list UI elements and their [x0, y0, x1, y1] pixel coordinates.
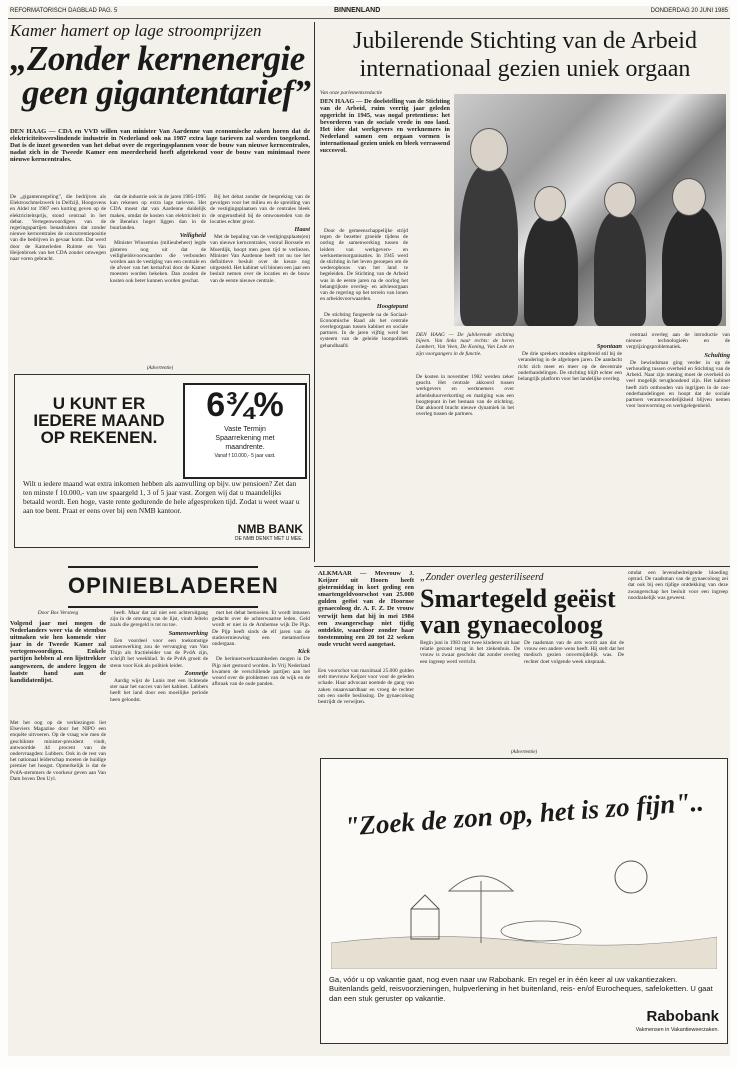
article2-col2-text: Door de gemeenschappelijke strijd tegen de bezetter groeide tijdens de oorlog de samenwerking tussen de leiders van werkgevers- en werknemersorganisaties. In 1945 werd de stichting in het leven geroepen om de wederopbouw van het land te begeleiden. De Stichting van de Arbeid was in de eerste jaren na de oorlog het belangrijkste overleg- en adviesorgaan van de regering op het terrein van lonen en arbeidsvoorwaarden. [320, 228, 408, 303]
nmb-advertisement [14, 374, 310, 548]
sun-icon [615, 861, 647, 893]
ad2-slogan: "Zoek de zon op, het is zo fijn".. [343, 786, 705, 842]
opinie-col2-text: heeft. Maar dat zal niet een achteruitgang zijn in de omvang van de lijst, vindt Jeltelo zoals die geregeld is tot nu toe. [110, 610, 208, 629]
article2-col5 [626, 332, 730, 542]
beach-illustration [331, 851, 717, 969]
article2-col2b-text: De stichting fungeerde na de Sociaal-Economische Raad als het centrale overlegorgaan tussen kabinet en sociale partners. In de jaren vijftig werd het systeem van de geleide loonpolitiek gehandhaafd. [320, 311, 408, 349]
article1-kicker: Kamer hamert op lage stroomprijzen [10, 21, 262, 40]
article1-col2 [110, 194, 206, 364]
opinie-col1: Met het oog op de verkiezingen liet Elseviers Magazine door het NIPO een enquête uitvoeren. Op de vraag wie men de geschiktste minister-president vindt, antwoordde 44 procent van de ondervraagden: Lubbers. Ook in de rest van het nationaal leiderschap moeten de huidige premier het hoogst. Opmerkelijk is dat de PvdA-stemmers de voorkeur geven aan Van Dam boven Den Uyl. [10, 720, 106, 782]
article1-col3 [210, 194, 310, 364]
article3-lead: ALKMAAR — Mevrouw J. Keijzer uit Hoorn heeft gistermiddag in kort geding een smartengeldvoorschot van 25.000 gulden geëist van de Hoornse gynaecoloog dr. A. F. Z. De vrouw verwijt hem dat hij in mei 1984 een zwangerschap niet tijdig ontdekte, waardoor zonder haar toestemming een 20 tot 22 weken oude vrucht werd aangetast. [318, 570, 414, 648]
article1-subhead-haast: Haast [294, 226, 310, 234]
article2-headline-1: Jubilerende Stichting van de Arbeid [353, 28, 697, 54]
article2-col4 [518, 332, 622, 542]
article2-col2 [320, 228, 408, 540]
article2-col4-text: De drie sprekers stonden uitgebreid stil bij de verandering in de afgelopen jaren. De aandacht richt zich meer en meer op de decentrale onderhandelingen. De stichting blijft echter een belangrijk platform voor het landelijke overleg. [518, 351, 622, 383]
article1-col2b-text: Minister Winsemius (milieubeheer) legde gisteren nog uit dat de veiligheidsvoorwaarden die verbonden worden aan de vestiging van een centrale en de afvoer van het kernafval door de Kamer moesten worden bekeken. Dan zouden de kosten ook beter kunnen worden geschat. [110, 240, 206, 284]
ad2-text: Ga, vóór u op vakantie gaat, nog even naar uw Rabobank. En regel er in één keer al uw vakantiezaken. Buitenlands geld, reisvoorzieningen, hulpverlening in het buitenland, reis- en/of Eurocheques, safeloketten. U gaat dan een stuk geruster op vakantie. [329, 975, 713, 1003]
section-rule [314, 566, 730, 567]
opinie-title: OPINIEBLADEREN [68, 573, 279, 598]
photo-person-4 [662, 206, 722, 326]
article2-byline: Van onze parlementsredactie [320, 90, 383, 96]
article1-lead: DEN HAAG — CDA en VVD willen van minister Van Aardenne van economische zaken horen dat de elektriciteitsverslindende industrie in Nederland ook na 1987 extra lage tarieven zal worden toegekend. Dat is de inzet geworden van het debat over de regeringsplannen voor de bouw van nieuwe kerncentrales, nadat zich in de Tweede Kamer een meerderheid heeft afgetekend voor de bouw van minimaal twee nieuwe kerncentrales. [10, 128, 310, 164]
opinie-banner [68, 566, 279, 608]
photo-person-2 [524, 214, 578, 326]
article2-col5b-text: De bewindsman ging verder in op de verhouding tussen overheid en Stichting van de Arbeid. Naar zijn mening moet de overheid zo veel mogelijk terughoudend zijn. Het kabinet heeft zich onthouden van ingrijpen in de cao-onderhandelingen en hoopt dat de sociale partners verantwoordelijkheid blijven nemen voor loonvorming en werkgelegenheid. [626, 359, 730, 410]
ad1-text: Wilt u iedere maand wat extra inkomen hebben als aanvulling op bijv. uw pensioen? Zet dan ten minste f 10.000,- van uw spaargeld 1, 3 of 5 jaar vast. Zorgen wij dat u maandelijks betaald wordt. Een hoge, vaste rente gedurende de hele afgesproken tijd. Zodat u weet waar u aan toe bent. Praat er eens over bij een NMB kantoor. [23, 479, 300, 515]
article2-col5-text: centraal overleg aan de introductie van nieuwe technologieën en de vergrijzingsproblematiek. [626, 332, 730, 351]
article2-col3: De kosten in november 1982 werden zeker geacht. Het centrale akkoord tussen werkgevers en werknemers over arbeidsduurverkorting en matiging was een hoogtepunt in het bestaan van de stichting. Dat akkoord bracht nieuwe dynamiek in het overleg tussen de partners. [416, 374, 514, 418]
article1-col3b-text: Met de bepaling van de vestigingsplaats(en) van nieuwe kerncentrales, vooral Borssele en Moerdijk, hoopt men geen tijd te verliezen. Minister Van Aardenne heeft tot nu toe het definitieve besluit over de keuze nog uitgesteld. Het kabinet wil binnen een jaar een besluit nemen over de locaties en de bouw van de eerste nieuwe centrale. [210, 234, 310, 284]
photo-head-3 [604, 182, 636, 218]
stichting-photo [454, 94, 726, 326]
ad1-rate: 6¾% [206, 386, 284, 424]
opinie-subhead-samenwerking: Samenwerking [168, 629, 208, 637]
article3-col2: Begin juni in 1983 met twee kinderen uit haar relatie gezond terug in het ziekenhuis. De vrouw is zwaar geschokt dat zonder overleg een ingreep werd verricht. [420, 640, 520, 665]
article2-subhead-hoogtepunt: Hoogtepunt [376, 303, 408, 311]
ad1-headline-1: U KUNT ER [52, 394, 146, 413]
newspaper-page [8, 6, 730, 1056]
article1-headline-2: geen gigantentarief” [22, 73, 311, 112]
rabobank-logo: Rabobank [646, 1008, 719, 1025]
article1-col2-text: dat de industrie ook in de jaren 1985-1995 kan rekenen op extra lage tarieven. Het CDA moest dat van Aardenne duidelijk maken, omdat de kosten van elektriciteit in de Benelux hoger liggen dan in de buurlanden. [110, 194, 206, 232]
photo-head-2 [534, 186, 566, 222]
article2-lead: DEN HAAG — De doelstelling van de Stichting van de Arbeid, ruim veertig jaar geleden opgericht in 1945, was nogal pretentieus: het bevorderen van de sociale vrede in ons land. Het idee dat werkgevers en werknemers in Nederland samen een orgaan vormen is internationaal gezien uniek en bleek verrassend succesvol. [320, 98, 450, 154]
article1-subhead-veiligheid: Veiligheid [179, 232, 206, 240]
article1-headline-1: „Zonder kernenergie [10, 39, 305, 78]
ad2-tag: (Advertentie) [510, 750, 538, 755]
article3-headline-2: van gynaecoloog [420, 610, 603, 639]
photo-person-3 [594, 210, 646, 326]
article3-kicker: „Zonder overleg gesteriliseerd [420, 572, 544, 583]
sandcastle-roof [411, 895, 439, 909]
opinie-subhead-zonnetje: Zonnetje [184, 669, 208, 677]
opinie-byline: Door Bos Versteeg [37, 610, 79, 616]
nmb-logo: NMB BANK [237, 522, 303, 536]
sunbather-icon [501, 921, 581, 941]
article3-headline-1: Smartegeld geëist [420, 584, 616, 613]
ad1-headline [19, 395, 179, 446]
header-left: REFORMATORISCH DAGBLAD PAG. 5 [10, 8, 118, 14]
sandcastle-icon [411, 909, 439, 939]
ad1-tag: (Advertentie) [146, 366, 174, 371]
article3-col4: omdat een levensbedreigende bloeding optrad. De raadsman van de gynaecoloog zei dat ook bij een tijdige ontdekking van deze zwangerschap het besluit voor een ingreep noodzakelijk was geweest. [628, 570, 728, 601]
opinie-col3 [212, 610, 310, 1050]
opinie-col3b-text: De herinnerwerkzaamheden mogen in De Pijp niet gestoord worden. In Vrij Nederland kwamen de verschillende partijen aan het woord over de problemen van de wijk en de afbraak van de oude panden. [212, 656, 310, 688]
opinie-lead: Volgend jaar mei mogen de Nederlanders weer via de stembus uitmaken wie hen komende vier jaar in de Tweede Kamer zal vertegenwoordigen. Enkele partijen hebben al een lijsttrekker aangewezen, de andere leggen de laatste hand aan de kandidatenlijst. [10, 620, 106, 684]
article1-col3-text: Bij het debat zonder de bespreking van de gevolgen voor het milieu en de spreiding van de vestigingsplaatsen van de centrales bleek de ongerustheid bij de omwonenden van de locaties echter groot. [210, 194, 310, 225]
opinie-col2c-text: Aardig wijst de Lunis met een lichtende ster naar het succes van het kabinet. Lubbers heeft het land door een moeilijke periode heen geloodst. [110, 678, 208, 703]
article3-col3: De raadsman van de arts wordt aan dat de vrouw een andere wens heeft. Hij stelt dat het medisch gezien onvermijdelijk was. De rechter doet volgende week uitspraak. [524, 640, 624, 665]
opinie-col3-text: met het debat bemoeien. Er wordt intussen gedacht over de achterwaartse leden. Geld wordt er niet in de Arnhemse wijk De Pijp. De Pijp heeft sinds de elf jaren van de stadsvernieuwing een metamorfose ondergaan. [212, 610, 310, 648]
photo-head-4 [672, 178, 706, 216]
ad1-rate-label-1: Vaste Termijn [224, 426, 266, 433]
article2-subhead-schulting: Schulting [704, 351, 730, 359]
article1-col1: De „gigantenregeling”, die bedrijven als Elektroschmelzwerk in Delfzijl, Hoogovens en Aldel tot 1987 een korting geven op de elektriciteitsprijs, stond centraal in het debat. Vertegenwoordigers van de regeringspartijen benadrukten dat zonder nieuwe kerncentrales de concurrentiepositie van die bedrijven in gevaar komt. Dat werd door de Kamerleden Ruimte en Van Heijenbroek van het CDA zonder omwegen naar voren gebracht. [10, 194, 106, 263]
rabobank-slogan: Vakmensen in Vakantieweerzaken. [635, 1027, 719, 1033]
column-divider [314, 22, 315, 562]
opinie-col2b-text: Een voordeel voor een toekomstige samenwerking zou de vervanging van Van Thijn als fractieleider van de PvdA zijn, schrijft het weekblad. In de PvdA groeit de steun voor Kok als politiek leider. [110, 637, 208, 669]
ad1-rate-label-4: Vanaf f 10.000,- 5 jaar vast. [214, 453, 276, 459]
ad1-rate-box [183, 383, 307, 479]
article2-subhead-spontaan: Spontaan [596, 343, 622, 350]
page-header [8, 6, 730, 19]
ad1-headline-2: IEDERE MAAND [33, 411, 165, 430]
photo-head-1 [470, 128, 508, 172]
opinie-subhead-kick: Kick [297, 648, 310, 656]
photo-caption: DEN HAAG — De jubilerende stichting bijeen. Van links naar rechts: de heren Lambert, Van Veen, De Koning, Van Lede en zijn voorgangers in de functie. [416, 332, 514, 357]
rabobank-advertisement [320, 758, 728, 1044]
opinie-col2 [110, 610, 208, 1050]
ad1-headline-3: OP REKENEN. [40, 428, 158, 447]
header-date: DONDERDAG 20 JUNI 1985 [650, 8, 728, 14]
ad1-rate-label-3: maandrente. [225, 444, 265, 451]
nmb-slogan: DE NMB DENKT MET U MEE. [234, 536, 303, 542]
article2-headline-2: internationaal gezien uniek orgaan [359, 56, 691, 82]
sand-shape [331, 936, 717, 969]
photo-person-1 [460, 164, 518, 326]
ad1-rate-label-2: Spaarrekening met [215, 435, 275, 442]
article3-col1: Een voorschot van maximaal 25.000 gulden stelt mevrouw Keijzer voor voor de geleden schade. Haar advocaat noemde de gang van zaken onaanvaardbaar en vroeg de rechter om een snelle beslissing. De gynaecoloog bestrijdt de verwijten. [318, 668, 414, 706]
header-section: BINNENLAND [334, 7, 381, 14]
